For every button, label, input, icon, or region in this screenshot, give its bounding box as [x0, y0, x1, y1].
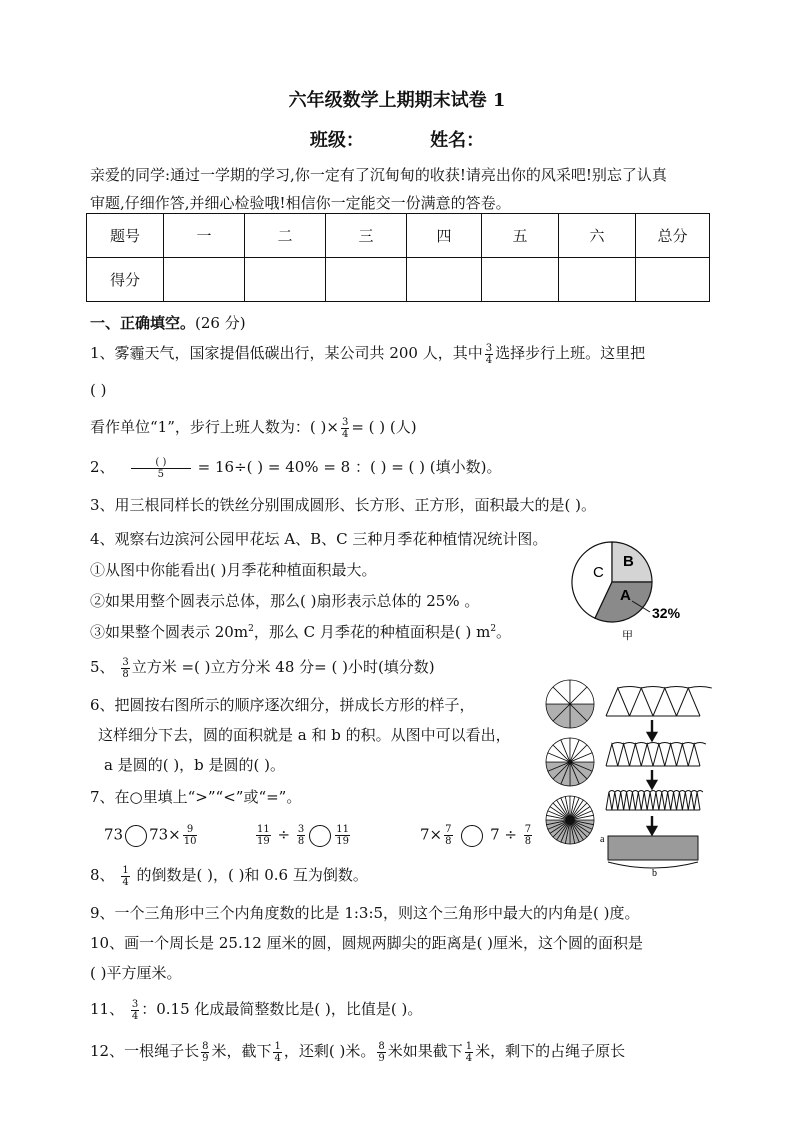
question-9: 9、一个三角形中三个内角度数的比是 1:3:5，则这个三角形中最大的内角是( )度。: [90, 904, 640, 922]
question-6-line-1: 6、把圆按右图所示的顺序逐次细分，拼成长方形的样子，: [90, 696, 475, 714]
q1-text: 1、雾霾天气，国家提倡低碳出行，某公司共 200 人，其中: [90, 344, 483, 362]
score-cell[interactable]: [326, 258, 407, 302]
denominator: 4: [465, 1052, 473, 1064]
q11-number: 11、: [90, 1000, 125, 1018]
denominator: 8: [297, 836, 305, 847]
sector-strip: [606, 791, 703, 811]
denominator: 5: [157, 468, 165, 480]
fraction: [524, 824, 532, 847]
q11-text: ：0.15 化成最简整数比是( )，比值是( )。: [141, 1000, 423, 1018]
numerator: 11: [336, 824, 349, 835]
numerator: 3: [341, 416, 349, 428]
fraction: [297, 824, 305, 847]
numerator: 9: [183, 824, 198, 836]
question-1-line-3: [90, 416, 417, 440]
denominator: 4: [274, 1052, 281, 1064]
numerator: 1: [465, 1040, 473, 1052]
denominator: 8: [445, 836, 452, 847]
class-label: 班级：: [309, 130, 364, 151]
label-b: b: [652, 868, 657, 879]
fraction: [131, 999, 139, 1022]
table-header-cell: 六: [559, 214, 636, 258]
fraction: [201, 1041, 209, 1064]
expr-text: 7×: [420, 825, 443, 844]
denominator: 19: [257, 836, 270, 847]
operator: ÷: [504, 825, 517, 844]
question-6-line-2: 这样细分下去，圆的面积就是 a 和 b 的积。从图中可以看出，: [98, 726, 511, 744]
question-7-expr-3: [420, 824, 534, 847]
table-header-cell: 总分: [636, 214, 710, 258]
fraction: [121, 865, 129, 888]
q5-number: 5、: [90, 658, 115, 676]
fraction: [341, 417, 349, 440]
table-header-cell: 题号: [87, 214, 164, 258]
numerator: 3: [122, 656, 129, 668]
denominator: 9: [202, 1052, 209, 1064]
q8-number: 8、: [90, 866, 115, 884]
numerator: ( ): [131, 457, 191, 469]
question-1-line-1: [90, 342, 645, 366]
score-table-header-row: [87, 214, 710, 258]
down-arrow-icon: [648, 720, 656, 740]
score-cell[interactable]: [636, 258, 710, 302]
question-3: 3、用三根同样长的铁丝分别围成圆形、长方形、正方形，面积最大的是( )。: [90, 496, 597, 514]
denominator: 4: [131, 1010, 139, 1022]
q8-text: 的倒数是( )，( )和 0.6 互为倒数。: [136, 866, 368, 884]
q4-text: ③如果整个圆表示 20m: [90, 623, 249, 641]
question-5: [90, 656, 435, 680]
q5-text: 立方米 =( )立方分米 48 分= ( )小时(填分数): [131, 658, 435, 676]
fraction: [131, 457, 191, 480]
numerator: 8: [378, 1040, 385, 1052]
compare-circle[interactable]: [309, 825, 331, 847]
question-4: 4、观察右边滨河公园甲花坛 A、B、C 三种月季花种植情况统计图。: [90, 530, 548, 548]
compare-circle[interactable]: [461, 825, 483, 847]
section-1-title: [90, 312, 246, 333]
table-header-cell: 四: [407, 214, 482, 258]
denominator: 4: [485, 354, 493, 366]
score-table-score-row: [87, 258, 710, 302]
question-7-expr-2: [254, 824, 352, 847]
superscript: 2: [490, 624, 497, 634]
section-points: (26 分): [195, 314, 246, 332]
pie-label-a: A: [620, 587, 631, 604]
score-table: [86, 213, 710, 302]
question-7: 7、在○里填上“>”“<”或“=”。: [90, 788, 302, 806]
score-cell[interactable]: [245, 258, 326, 302]
numerator: 7: [445, 824, 452, 835]
q12-text: 米，截下: [211, 1042, 272, 1060]
numerator: 1: [122, 864, 129, 876]
circle-division-figure: [540, 680, 606, 860]
operator: ÷: [277, 825, 291, 844]
q1-text: 看作单位“1”，步行上班人数为：( )×: [90, 418, 339, 436]
intro-line-1: 亲爱的同学:通过一学期的学习,你一定有了沉甸甸的收获!请亮出你的风采吧!别忘了认真: [90, 166, 667, 184]
denominator: 10: [183, 836, 197, 847]
fraction: [256, 824, 271, 847]
q12-text: ，还剩( )米。: [283, 1042, 376, 1060]
pie-chart: [570, 538, 690, 643]
expr-text: 7: [490, 825, 500, 844]
numerator: 7: [524, 824, 532, 835]
table-header-cell: 二: [245, 214, 326, 258]
section-title-text: 一、正确填空。: [90, 314, 196, 332]
q12-text: 米，剩下的占绳子原长: [475, 1042, 626, 1060]
fraction: [335, 824, 350, 847]
intro-line-2: 审题,仔细作答,并细心检验哦!相信你一定能交一份满意的答卷。: [90, 194, 511, 212]
q2-text: = 16÷( ) = 40% = 8 ：( ) = ( ) (填小数)。: [197, 458, 502, 476]
score-cell[interactable]: [559, 258, 636, 302]
question-6-line-3: a 是圆的( )，b 是圆的( )。: [104, 756, 286, 774]
expr-text: 73×: [149, 825, 181, 844]
q1-text: = ( ) (人): [351, 418, 417, 436]
pie-percent-label: 32%: [652, 605, 681, 621]
denominator: 19: [336, 836, 349, 847]
question-4-sub-1: ①从图中你能看出( )月季花种植面积最大。: [90, 561, 377, 579]
question-1-blank[interactable]: ( ): [90, 381, 107, 399]
q1-text: 选择步行上班。这里把: [495, 344, 646, 362]
denominator: 8: [122, 668, 129, 680]
fraction: [485, 343, 493, 366]
table-header-cell: 一: [164, 214, 245, 258]
compare-circle[interactable]: [125, 825, 147, 847]
question-12: [90, 1040, 625, 1064]
fraction: [377, 1041, 385, 1064]
pie-caption: 甲: [622, 630, 633, 642]
q2-number: 2、: [90, 458, 115, 476]
down-arrow-icon: [648, 770, 656, 788]
numerator: 3: [131, 998, 139, 1010]
fraction: [465, 1041, 473, 1064]
page-title: 六年级数学上期期末试卷 1: [288, 90, 506, 111]
q4-text: 。: [496, 623, 512, 641]
label-a: a: [600, 834, 605, 845]
fraction: [183, 824, 198, 847]
denominator: 9: [378, 1052, 385, 1064]
fraction: [273, 1041, 281, 1064]
expr-text: 73: [104, 825, 124, 844]
sector-strip: [606, 743, 706, 767]
question-7-expr-1: [104, 824, 199, 847]
question-10-line-1: 10、画一个周长是 25.12 厘米的圆，圆规两脚尖的距离是( )厘米，这个圆的面积是: [90, 934, 644, 952]
superscript: 2: [248, 624, 254, 634]
name-label: 姓名：: [430, 130, 485, 151]
denominator: 4: [341, 428, 349, 440]
pie-label-c: C: [593, 564, 604, 581]
student-info-line: [0, 126, 794, 152]
sector-strip: [606, 687, 712, 717]
question-8: [90, 864, 368, 888]
table-row-label: 得分: [87, 258, 164, 302]
score-cell[interactable]: [482, 258, 559, 302]
numerator: 1: [274, 1040, 281, 1052]
numerator: 8: [202, 1040, 209, 1052]
question-10-line-2: ( )平方厘米。: [90, 964, 182, 982]
score-cell[interactable]: [407, 258, 482, 302]
question-11: [90, 998, 422, 1022]
pie-label-b: B: [623, 553, 634, 570]
table-header-cell: 三: [326, 214, 407, 258]
q12-text: 12、一根绳子长: [90, 1042, 200, 1060]
score-cell[interactable]: [164, 258, 245, 302]
rectangle-approximation-figure: [600, 684, 710, 880]
denominator: 4: [122, 876, 129, 888]
denominator: 8: [524, 836, 532, 847]
question-4-sub-3: [90, 621, 511, 642]
question-4-sub-2: ②如果用整个圆表示总体，那么( )扇形表示总体的 25% 。: [90, 592, 480, 610]
table-header-cell: 五: [482, 214, 559, 258]
question-2: [90, 456, 502, 480]
q4-text: ，那么 C 月季花的种植面积是( ) m: [253, 623, 491, 641]
q12-text: 米如果截下: [387, 1042, 463, 1060]
numerator: 3: [485, 342, 493, 354]
down-arrow-icon: [648, 816, 656, 834]
numerator: 3: [297, 824, 305, 835]
final-rectangle: [608, 836, 698, 860]
fraction: [444, 824, 452, 847]
numerator: 11: [257, 824, 270, 835]
fraction: [121, 657, 129, 680]
